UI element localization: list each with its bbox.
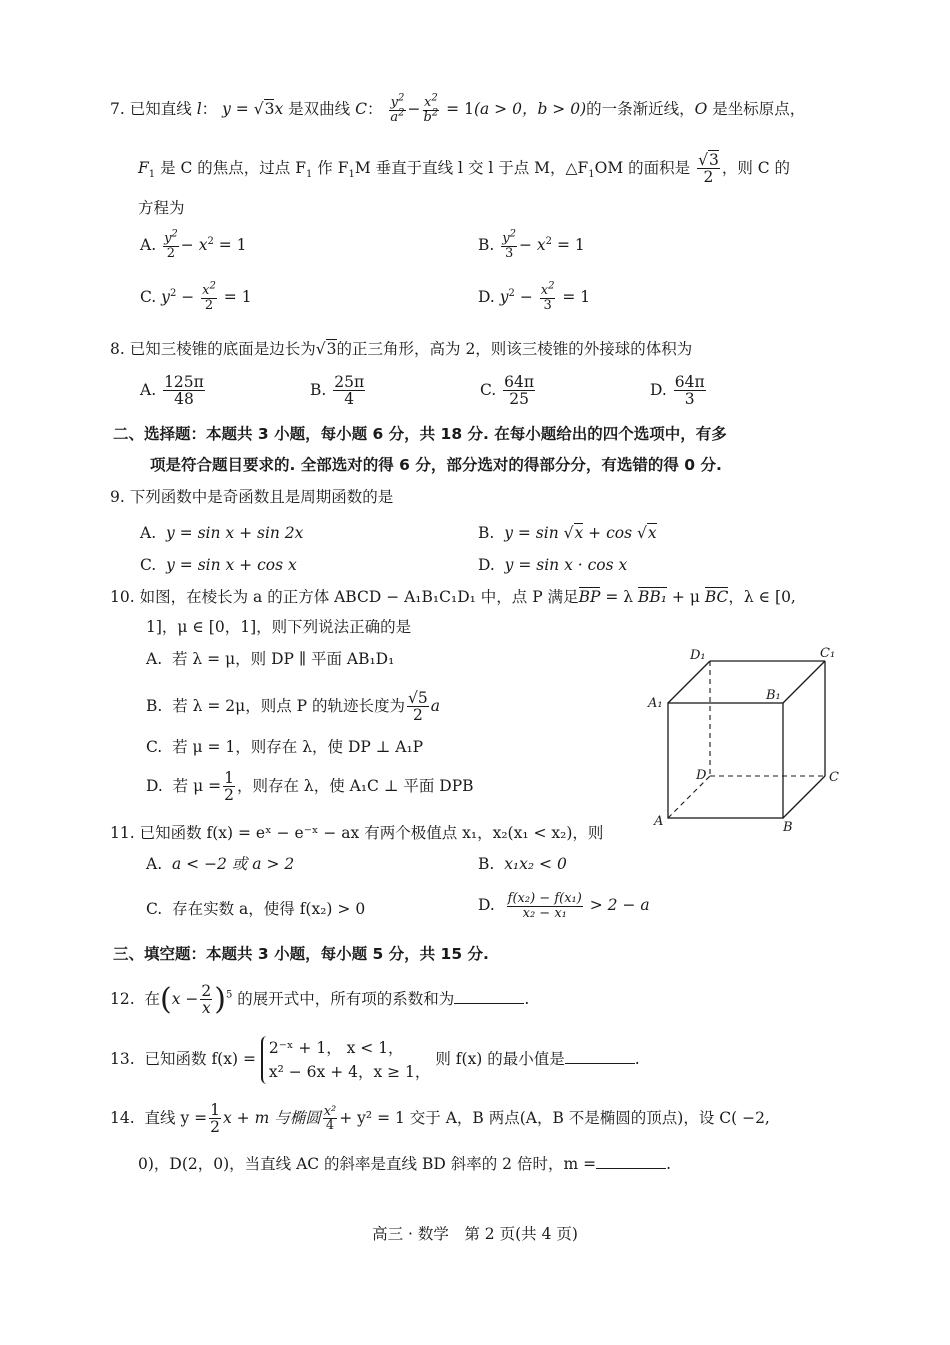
q10-option-a[interactable]: A. 若 λ = μ，则 DP ∥ 平面 AB₁D₁ [146, 650, 395, 668]
section2-heading-line1: 二、选择题：本题共 3 小题，每小题 6 分，共 18 分. 在每小题给出的四个选项中，有多 [113, 425, 727, 443]
label-d1: D₁ [690, 648, 706, 663]
q11-option-b[interactable]: B. x₁x₂ < 0 [478, 855, 567, 873]
label-b: B [783, 820, 793, 835]
q7-line3: 方程为 [138, 199, 185, 217]
q8-stem: 8. 已知三棱锥的底面是边长为√3的正三角形，高为 2，则该三棱锥的外接球的体积为 [110, 340, 693, 358]
q7-option-b[interactable]: B. $\frac{y^2}{3}$ − $x^2 = 1$ [478, 228, 585, 261]
q14-answer-blank[interactable] [596, 1154, 666, 1169]
section2-heading-line2: 项是符合题目要求的. 全部选对的得 6 分，部分选对的得部分分，有选错的得 0 分. [150, 456, 722, 474]
q9-option-c[interactable]: C. y = sin x + cos x [140, 556, 297, 574]
q9-option-d[interactable]: D. y = sin x · cos x [478, 556, 628, 574]
cube-front-face [668, 703, 783, 818]
q10-option-b[interactable]: B. 若 λ = 2μ，则点 P 的轨迹长度为 $\frac{√5}{2}$ a [146, 689, 440, 725]
q13-piecewise: 2⁻ˣ + 1， x < 1， x² − 6x + 4，x ≥ 1， [261, 1036, 431, 1084]
q7-area-frac: $\frac{√3}{2}$ [698, 151, 719, 187]
label-a: A [654, 814, 664, 829]
q7-option-a[interactable]: A. $\frac{y^2}{2}$ − $x^2 = 1$ [140, 228, 247, 261]
q10-option-c[interactable]: C. 若 μ = 1，则存在 λ，使 DP ⊥ A₁P [146, 738, 424, 756]
q8-option-b[interactable]: B. $\frac{25\pi}{4}$ [310, 373, 365, 409]
q13-stem: 13. 已知函数 f(x) = 2⁻ˣ + 1， x < 1， x² − 6x + 4，x ≥ 1， 则 f(x) 的最小值是 . [110, 1036, 640, 1084]
q11-option-d[interactable]: D. $\frac{\text{f(x₂) − f(x₁)}}{\text{x₂ − x₁}}$ > 2 − a [478, 891, 650, 921]
q7-frac-y: $\frac{y^2}{a^2}$ [390, 92, 405, 125]
q7-line1: 7. 已知直线 l： y = √3x 是双曲线 C： $\frac{y^2}{a^2}$ − $\frac{x^2}{b^2}$ = 1(a > 0，b > 0)的一条渐近线，O 是坐标原点， [110, 92, 806, 125]
q9-option-b[interactable]: B. y = sin √x + cos √x [478, 524, 657, 542]
cube-figure [640, 645, 850, 840]
q12-stem: 12. 在(x − $\frac{2}{x}$ )$^5$ 的展开式中，所有项的系数和为 . [110, 981, 530, 1018]
q9-stem: 9. 下列函数中是奇函数且是周期函数的是 [110, 488, 394, 506]
q8-option-d[interactable]: D. $\frac{64\pi}{3}$ [650, 373, 705, 409]
vector-bp: BP [578, 588, 601, 606]
cube-edge-b1c1 [783, 661, 825, 703]
label-b1: B₁ [766, 688, 781, 703]
vector-bc: BC [704, 588, 729, 606]
q7-frac-x: $\frac{x^2}{b^2}$ [423, 92, 439, 125]
q9-option-a[interactable]: A. y = sin x + sin 2x [140, 524, 304, 542]
q7-option-d[interactable]: D. $y^2$ − $\frac{x^2}{3}$ = 1 [478, 280, 591, 313]
q7-option-c[interactable]: C. $y^2$ − $\frac{x^2}{2}$ = 1 [140, 280, 252, 313]
label-a1: A₁ [648, 696, 663, 711]
label-d: D [696, 768, 707, 783]
q14-line2: 0)，D(2，0)，当直线 AC 的斜率是直线 BD 斜率的 2 倍时，m = . [138, 1155, 671, 1173]
q11-stem: 11. 已知函数 f(x) = eˣ − e⁻ˣ − ax 有两个极值点 x₁，x₂(x₁ < x₂)，则 [110, 824, 604, 842]
label-c: C [829, 770, 839, 785]
q8-option-c[interactable]: C. $\frac{64\pi}{25}$ [480, 373, 535, 409]
q14-line1: 14. 直线 y = $\frac{1}{2}$ x + m 与椭圆 $\frac{\text{x²}}{4}$ + y² = 1 交于 A，B 两点(A，B 不是椭圆的顶点)，设 C( −2, [110, 1101, 770, 1137]
page-footer: 高三 · 数学 第 2 页(共 4 页) [372, 1225, 578, 1243]
q11-option-c[interactable]: C. 存在实数 a，使得 f(x₂) > 0 [146, 900, 366, 918]
q8-option-a[interactable]: A. $\frac{125\pi}{48}$ [140, 373, 204, 409]
cube-edge-bc [783, 776, 825, 818]
q7-number: 7. [110, 100, 125, 119]
section3-heading: 三、填空题：本题共 3 小题，每小题 5 分，共 15 分. [113, 945, 489, 963]
label-c1: C₁ [820, 646, 836, 661]
q10-option-d[interactable]: D. 若 μ = $\frac{1}{2}$ ，则存在 λ，使 A₁C ⊥ 平面 DPB [146, 769, 474, 805]
vector-bb1: BB₁ [637, 588, 667, 606]
q12-answer-blank[interactable] [454, 989, 524, 1004]
q11-option-a[interactable]: A. a < −2 或 a > 2 [146, 855, 295, 873]
q10-line2: 1]，μ ∈ [0，1]，则下列说法正确的是 [146, 618, 412, 636]
q10-line1: 10. 如图，在棱长为 a 的正方体 ABCD − A₁B₁C₁D₁ 中，点 P 满足BP = λ BB₁ + μ BC，λ ∈ [0, [110, 588, 796, 606]
cube-edge-a1d1 [668, 661, 710, 703]
q13-answer-blank[interactable] [565, 1049, 635, 1064]
q7-line2: $F_1$ 是 C 的焦点，过点 $F_1$ 作 $F_1M$ 垂直于直线 l 交 l 于点 M，$\triangle F_1OM$ 的面积是 $\frac{√3}{2}$ ，则 C 的 [138, 151, 791, 187]
